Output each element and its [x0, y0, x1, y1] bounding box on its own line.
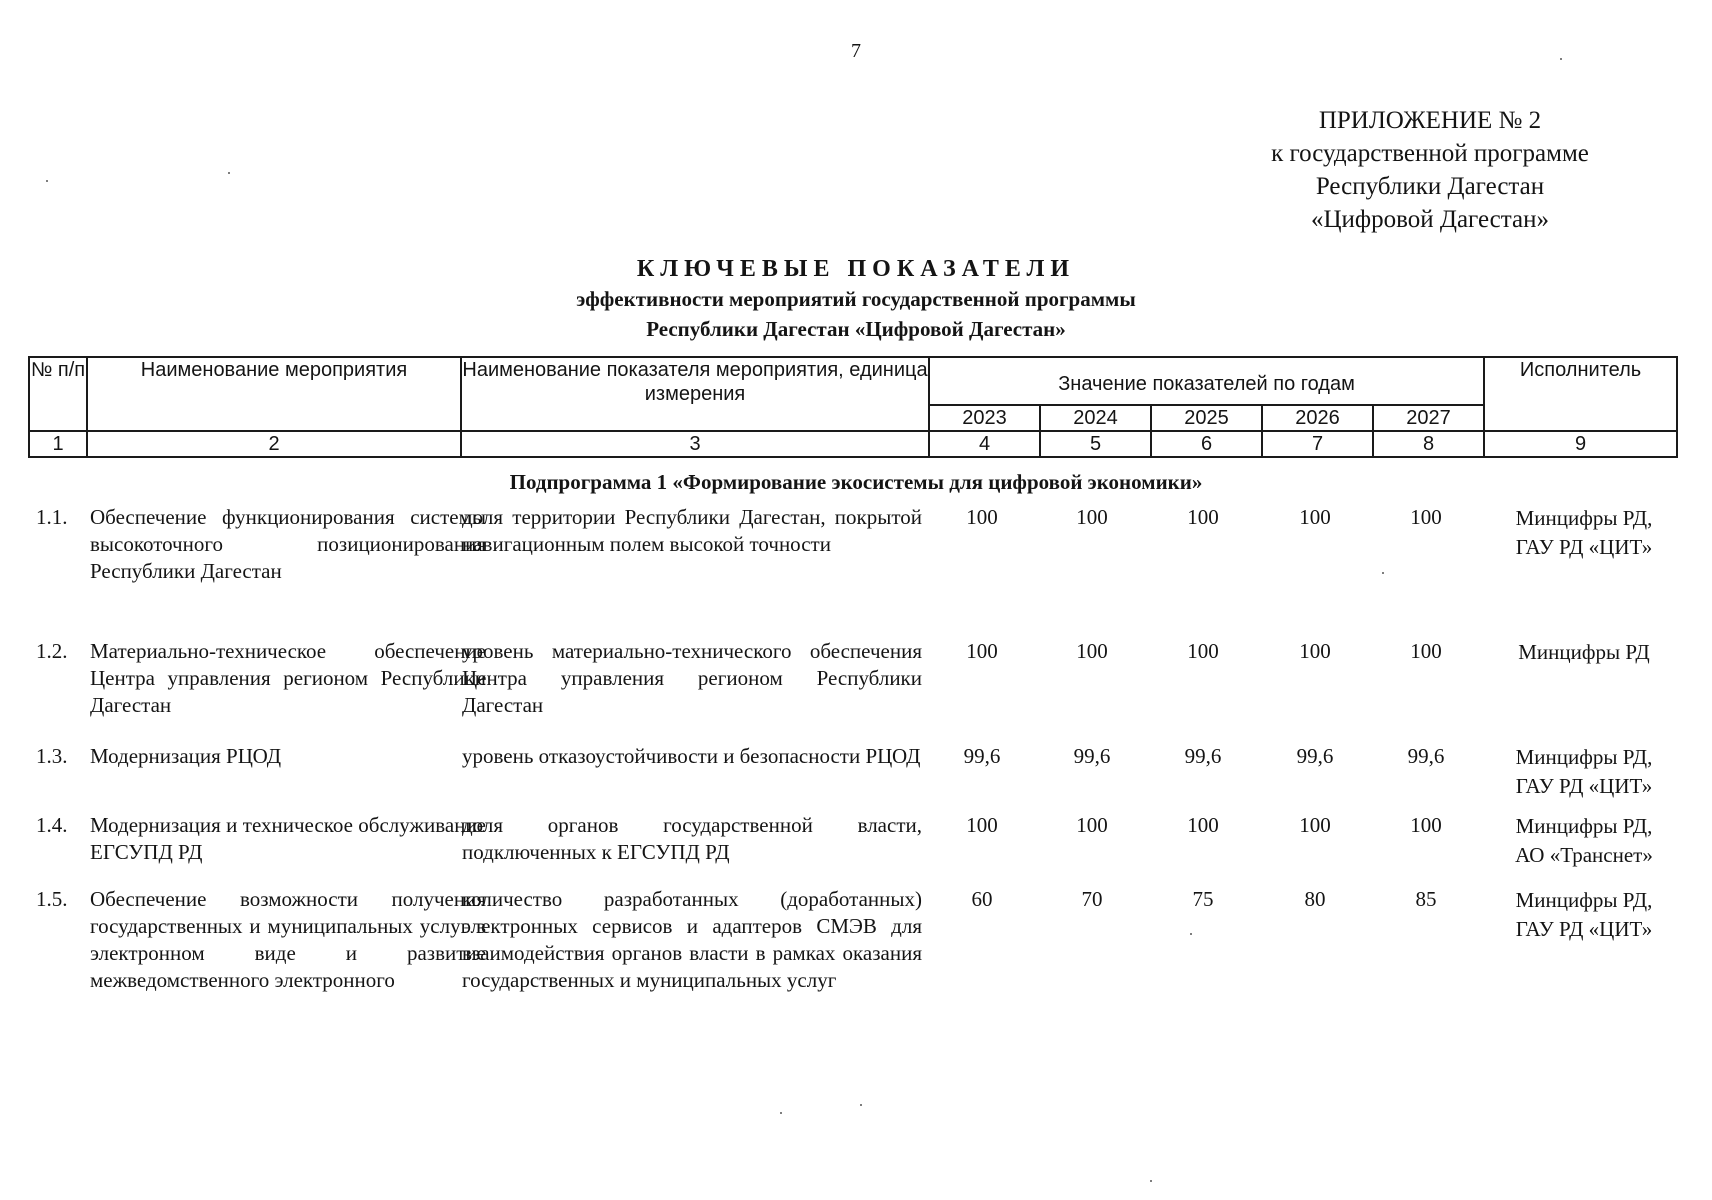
- document-heading: [0, 254, 1712, 344]
- value-2026: 80: [1304, 887, 1326, 911]
- scan-speck: [1560, 58, 1562, 60]
- indicator-name: уровень отказоустойчивости и безопасности РЦОД: [462, 744, 921, 768]
- header-indicator-name: Наименование показателя мероприятия, единица измерения: [461, 357, 929, 431]
- column-number: 5: [1040, 431, 1151, 457]
- indicator-name: доля территории Республики Дагестан, покрытой навигационным полем высокой точности: [462, 505, 922, 556]
- activity-name: Обеспечение функционирования системы высокоточного позиционирования Республики Дагестан: [90, 505, 486, 583]
- executor: [1492, 504, 1676, 562]
- column-number: 9: [1484, 431, 1677, 457]
- value-2027: 100: [1410, 813, 1442, 837]
- value-2024: 99,6: [1073, 744, 1111, 768]
- value-2026: 100: [1299, 505, 1331, 529]
- header-year: 2025: [1151, 405, 1262, 431]
- column-number: 6: [1151, 431, 1262, 457]
- executor-line: ГАУ РД «ЦИТ»: [1515, 535, 1653, 559]
- activity-name: Модернизация РЦОД: [90, 744, 282, 768]
- scan-speck: [1382, 572, 1384, 574]
- value-2025: 100: [1187, 639, 1219, 663]
- value-2024: 70: [1081, 887, 1103, 911]
- heading-main: КЛЮЧЕВЫЕ ПОКАЗАТЕЛИ: [636, 256, 1076, 282]
- executor-line: Минцифры РД,: [1515, 888, 1653, 912]
- value-2027: 85: [1415, 887, 1437, 911]
- scan-speck: [1190, 933, 1192, 935]
- indicator-name: доля органов государственной власти, подключенных к ЕГСУПД РД: [462, 813, 922, 864]
- value-2025: 75: [1192, 887, 1214, 911]
- value-2027: 100: [1410, 505, 1442, 529]
- header-year: 2024: [1040, 405, 1151, 431]
- header-activity-name: Наименование мероприятия: [87, 357, 461, 431]
- row-number: 1.4.: [36, 813, 68, 837]
- executor-line: АО «Транснет»: [1515, 843, 1653, 867]
- value-2023: 99,6: [963, 744, 1001, 768]
- heading-sub: Республики Дагестан «Цифровой Дагестан»: [646, 317, 1066, 341]
- column-number: 7: [1262, 431, 1373, 457]
- value-2026: 100: [1299, 813, 1331, 837]
- column-number: 3: [461, 431, 929, 457]
- column-number: 1: [29, 431, 87, 457]
- value-2024: 100: [1076, 639, 1108, 663]
- executor: [1492, 743, 1676, 801]
- executor-line: ГАУ РД «ЦИТ»: [1515, 774, 1653, 798]
- page-number: 7: [851, 40, 861, 62]
- column-number: 4: [929, 431, 1040, 457]
- value-2026: 99,6: [1296, 744, 1334, 768]
- executor-line: Минцифры РД,: [1515, 814, 1653, 838]
- indicator-name: количество разработанных (доработанных) электронных сервисов и адаптеров СМЭВ для взаимодействия органов власти в рамках оказания государственных и муниципальных услуг: [462, 887, 922, 992]
- row-number: 1.2.: [36, 639, 68, 663]
- appendix-line: Республики Дагестан: [1315, 173, 1545, 200]
- executor-line: ГАУ РД «ЦИТ»: [1515, 917, 1653, 941]
- appendix-line: «Цифровой Дагестан»: [1311, 206, 1549, 233]
- value-2023: 60: [971, 887, 993, 911]
- activity-name: Модернизация и техническое обслуживание ЕГСУПД РД: [90, 813, 486, 864]
- appendix-block: [1220, 104, 1640, 236]
- scan-speck: [1150, 1180, 1152, 1182]
- value-2027: 100: [1410, 639, 1442, 663]
- activity-name: Обеспечение возможности получения государственных и муниципальных услуг в электронном виде и развитие межведомственного электронного: [90, 887, 486, 992]
- header-year: 2023: [929, 405, 1040, 431]
- header-year: 2026: [1262, 405, 1373, 431]
- scan-speck: [228, 172, 230, 174]
- value-2024: 100: [1076, 505, 1108, 529]
- executor-line: Минцифры РД,: [1515, 506, 1653, 530]
- value-2025: 100: [1187, 505, 1219, 529]
- executor: [1492, 812, 1676, 870]
- heading-sub: эффективности мероприятий государственной программы: [576, 287, 1136, 311]
- value-2023: 100: [966, 505, 998, 529]
- header-year: 2027: [1373, 405, 1484, 431]
- appendix-line: ПРИЛОЖЕНИЕ № 2: [1318, 107, 1542, 134]
- value-2027: 99,6: [1407, 744, 1445, 768]
- appendix-line: к государственной программе: [1271, 140, 1589, 167]
- subprogram-title: Подпрограмма 1 «Формирование экосистемы для цифровой экономики»: [509, 470, 1203, 494]
- table-header: [28, 356, 1678, 458]
- header-num: № п/п: [29, 357, 87, 431]
- executor: [1492, 886, 1676, 944]
- executor-line: Минцифры РД: [1518, 640, 1650, 664]
- scan-speck: [780, 1112, 782, 1114]
- column-number: 8: [1373, 431, 1484, 457]
- value-2026: 100: [1299, 639, 1331, 663]
- activity-name: Материально-техническое обеспечение Центра управления регионом Республики Дагестан: [90, 639, 486, 717]
- row-number: 1.3.: [36, 744, 68, 768]
- value-2024: 100: [1076, 813, 1108, 837]
- scan-speck: [46, 180, 48, 182]
- row-number: 1.1.: [36, 505, 68, 529]
- header-executor: Исполнитель: [1484, 357, 1677, 431]
- value-2025: 100: [1187, 813, 1219, 837]
- executor: [1492, 638, 1676, 667]
- value-2025: 99,6: [1184, 744, 1222, 768]
- indicator-name: уровень материально-технического обеспечения Центра управления регионом Республики Дагестан: [462, 639, 922, 717]
- value-2023: 100: [966, 813, 998, 837]
- header-values-by-year: Значение показателей по годам: [929, 357, 1484, 405]
- value-2023: 100: [966, 639, 998, 663]
- row-number: 1.5.: [36, 887, 68, 911]
- column-number: 2: [87, 431, 461, 457]
- scan-speck: [860, 1104, 862, 1106]
- executor-line: Минцифры РД,: [1515, 745, 1653, 769]
